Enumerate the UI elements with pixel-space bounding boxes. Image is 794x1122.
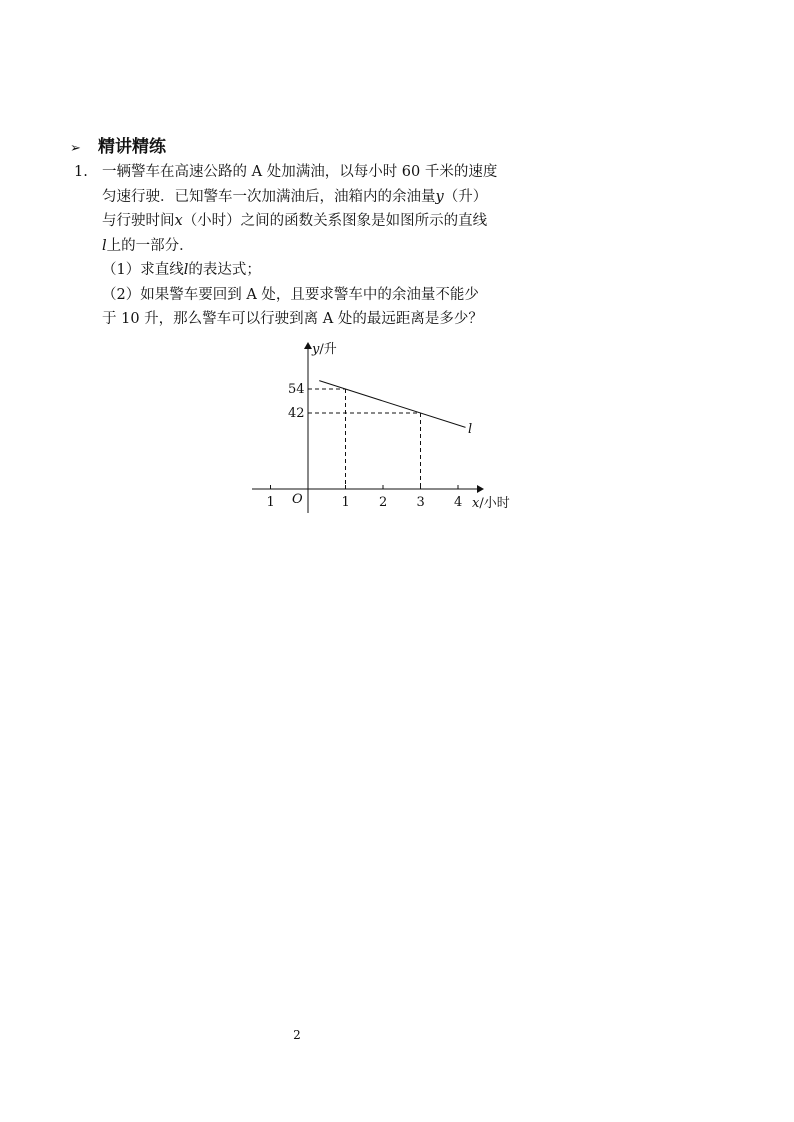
line-l xyxy=(319,381,465,428)
x-tick-label-3: 3 xyxy=(416,495,425,510)
problem-number: 1. xyxy=(74,164,88,180)
y-tick-label-54: 54 xyxy=(288,382,305,397)
x-axis-label: x/小时 xyxy=(472,496,510,511)
graph-svg xyxy=(240,335,530,520)
question-2-line-2: 于 10 升，那么警车可以行驶到离 A 处的最远距离是多少？ xyxy=(102,311,483,327)
question-1: （1）求直线l的表达式； xyxy=(102,262,261,278)
var-l: l xyxy=(102,237,107,254)
x-tick-label-2: 2 xyxy=(379,495,388,510)
problem-text-line-4: l上的一部分． xyxy=(102,237,194,254)
page-number: 2 xyxy=(293,1028,301,1042)
problem-text-line-3: 与行驶时间x（小时）之间的函数关系图象是如图所示的直线 xyxy=(102,213,488,229)
problem-text-line-1: 一辆警车在高速公路的 A 处加满油，以每小时 60 千米的速度 xyxy=(102,164,498,180)
y-axis-label: y/升 xyxy=(312,342,337,357)
problem-text-line-2: 匀速行驶．已知警车一次加满油后，油箱内的余油量y（升） xyxy=(102,188,488,205)
section-title: 精讲精练 xyxy=(98,137,166,157)
origin-label: O xyxy=(292,492,303,507)
x-tick-label-4: 4 xyxy=(454,495,463,510)
y-tick-label-42: 42 xyxy=(288,406,305,421)
x-tick-label-1: 1 xyxy=(341,495,350,510)
question-2-line-1: （2）如果警车要回到 A 处，且要求警车中的余油量不能少 xyxy=(102,286,479,303)
var-x: x xyxy=(174,213,183,229)
arrow-bullet-icon: ➢ xyxy=(70,141,81,156)
line-label: l xyxy=(468,422,473,437)
var-y: y xyxy=(435,188,444,205)
section-heading xyxy=(70,132,166,157)
function-graph xyxy=(240,335,530,524)
x-tick-label-0: 1 xyxy=(266,495,275,510)
